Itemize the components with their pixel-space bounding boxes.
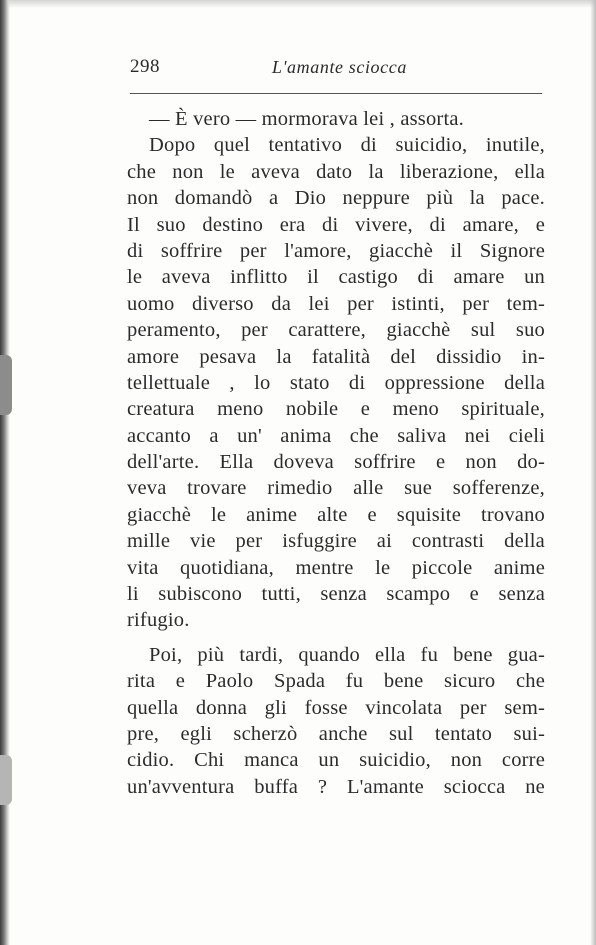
text-line: Poi, più tardi, quando ella fu bene gua- [149, 643, 545, 666]
text-line: dell'arte. Ella doveva soffrire e non do- [127, 451, 545, 474]
text-line: creatura meno nobile e meno spirituale, [127, 398, 545, 421]
page-number: 298 [130, 56, 160, 77]
body-text [127, 106, 545, 800]
scan-top-edge [0, 0, 596, 8]
text-line: uomo diverso da lei per istinti, per tem- [127, 292, 545, 315]
text-line: rita e Paolo Spada fu bene sicuro che [127, 670, 545, 693]
text-line: amore pesava la fatalità del dissidio in- [127, 345, 545, 368]
text-line: le aveva inflitto il castigo di amare un [127, 266, 545, 289]
text-line: non domandò a Dio neppure più la pace. [127, 187, 545, 210]
text-line: di soffrire per l'amore, giacchè il Signore [127, 239, 545, 262]
text-line: Il suo destino era di vivere, di amare, e [127, 213, 545, 236]
text-line: li subiscono tutti, senza scampo e senza [127, 583, 545, 606]
scan-right-edge [590, 0, 596, 945]
text-line: — È vero — mormorava lei , assorta. [149, 108, 464, 130]
page-edge-mark [0, 755, 12, 805]
text-line: un'avventura buffa ? L'amante sciocca ne [127, 775, 545, 798]
text-line: veva trovare rimedio alle sue sofferenze, [127, 477, 545, 500]
text-line: che non le aveva dato la liberazione, ella [127, 160, 545, 183]
text-line: quella donna gli fosse vincolata per sem- [127, 696, 545, 719]
text-line: vita quotidiana, mentre le piccole anime [127, 556, 545, 579]
text-line: cidio. Chi manca un suicidio, non corre [127, 749, 545, 772]
text-line: Dopo quel tentativo di suicidio, inutile, [149, 134, 545, 157]
text-line: peramento, per carattere, giacchè sul suo [127, 319, 545, 342]
running-title: L'amante sciocca [272, 57, 407, 77]
text-line: giacchè le anime alte e squisite trovano [127, 503, 545, 526]
text-line: pre, egli scherzò anche sul tentato sui- [127, 722, 545, 745]
paragraph-gap [127, 634, 545, 642]
text-line: rifugio. [127, 609, 190, 632]
text-line: mille vie per isfuggire ai contrasti della [127, 530, 545, 553]
text-line: accanto a un' anima che saliva nei cieli [127, 424, 545, 447]
page-header [130, 56, 542, 86]
page-edge-mark [0, 355, 12, 415]
text-line: tellettuale , lo stato di oppressione della [127, 371, 545, 394]
header-rule [130, 93, 542, 94]
